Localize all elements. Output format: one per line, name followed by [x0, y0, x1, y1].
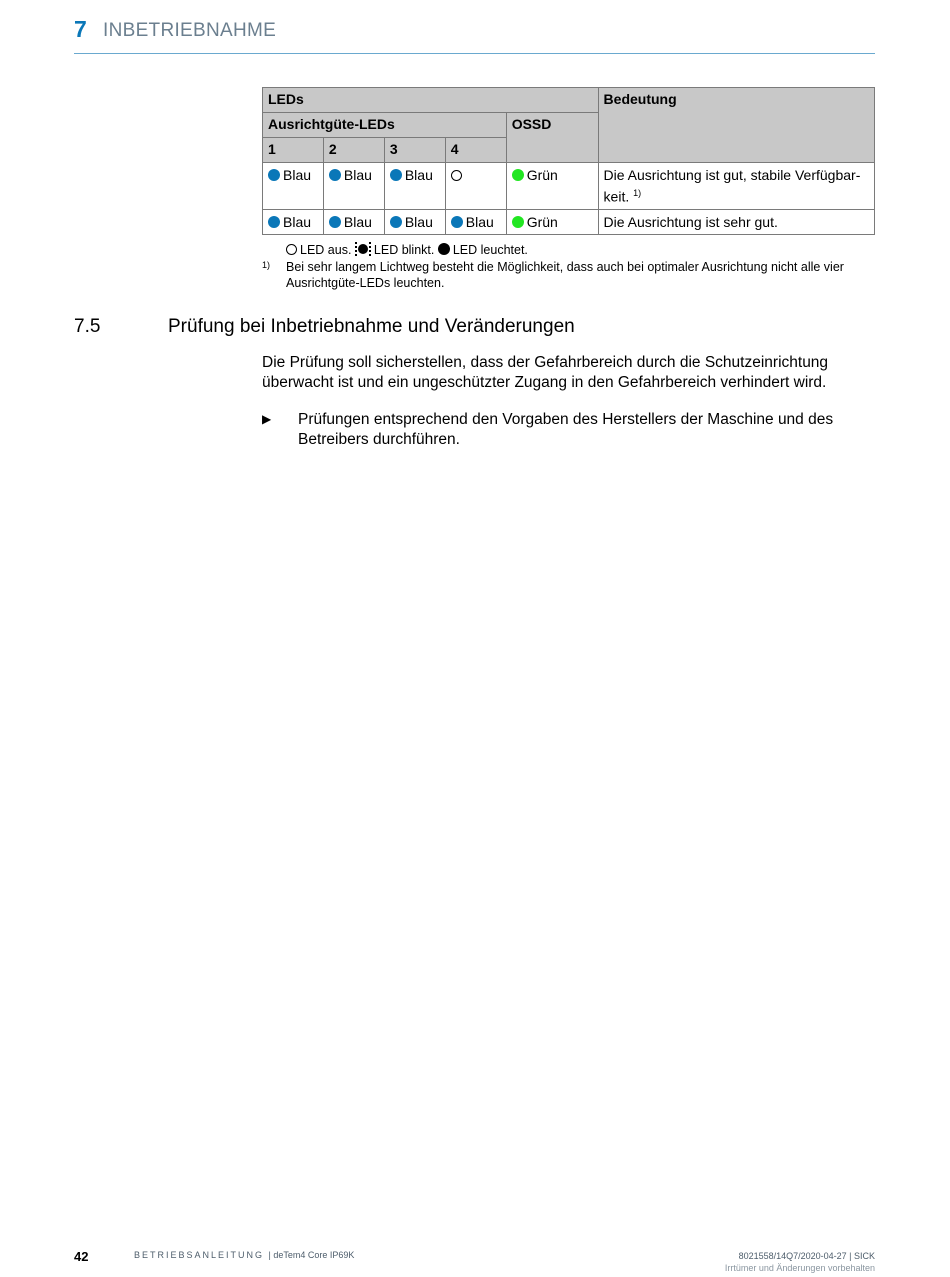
footnote-text: Bei sehr langem Lichtweg besteht die Möglichkeit, dass auch bei optimaler Ausrichtung nicht alle vier Ausrichtgüte-LEDs leuchten.	[286, 260, 844, 290]
led3-value: Blau	[404, 213, 433, 230]
meaning-text: Die Ausrichtung ist sehr gut.	[603, 213, 778, 230]
chapter-title: INBETRIEBNAHME	[103, 20, 277, 41]
led2-value: Blau	[343, 167, 372, 183]
led-legend	[286, 243, 528, 257]
header-col-4: 4	[445, 138, 506, 163]
blue-led-icon	[451, 216, 463, 228]
page-header	[74, 16, 875, 54]
header-col-2: 2	[323, 138, 384, 163]
meaning-text: Die Ausrichtung ist gut, stabile Verfügbar-keit.	[603, 167, 861, 205]
led-off-icon	[451, 170, 462, 181]
section-title: Prüfung bei Inbetriebnahme und Veränderungen	[168, 316, 575, 337]
ossd-value: Grün	[526, 167, 558, 183]
green-led-icon	[512, 216, 524, 228]
table-row	[263, 209, 875, 234]
led4-value: Blau	[465, 213, 494, 230]
header-alignment-leds: Ausrichtgüte-LEDs	[263, 113, 507, 138]
header-col-1: 1	[263, 138, 324, 163]
footer-doc-type: BETRIEBSANLEITUNG	[134, 1250, 265, 1260]
blue-led-icon	[329, 169, 341, 181]
header-meaning: Bedeutung	[598, 88, 874, 163]
footer-disclaimer: Irrtümer und Änderungen vorbehalten	[724, 1263, 875, 1273]
triangle-bullet-icon: ▶	[262, 412, 272, 426]
table-row	[263, 163, 875, 210]
footnote-ref: 1)	[633, 188, 642, 198]
footer-doc-id: 8021558/14Q7/2020-04-27 | SICK	[738, 1251, 875, 1261]
green-led-icon	[512, 169, 524, 181]
led2-value: Blau	[343, 213, 372, 230]
page-number: 42	[74, 1249, 89, 1264]
led3-value: Blau	[404, 167, 433, 183]
led-blink-icon	[355, 243, 371, 255]
chapter-number: 7	[74, 16, 87, 42]
blue-led-icon	[268, 216, 280, 228]
ossd-value: Grün	[526, 213, 558, 230]
legend-off: LED aus.	[300, 243, 352, 257]
led1-value: Blau	[283, 167, 312, 183]
instruction-step: Prüfungen entsprechend den Vorgaben des Herstellers der Maschine und des Betreibers durchführen.	[298, 411, 834, 448]
blue-led-icon	[329, 216, 341, 228]
footnote-mark: 1)	[262, 260, 271, 270]
header-col-3: 3	[384, 138, 445, 163]
led1-value: Blau	[283, 213, 312, 230]
led-status-table	[262, 87, 875, 235]
blue-led-icon	[268, 169, 280, 181]
footer-product: | deTem4 Core IP69K	[268, 1250, 355, 1260]
header-ossd: OSSD	[506, 113, 598, 163]
header-leds: LEDs	[263, 88, 599, 113]
blue-led-icon	[390, 169, 402, 181]
blue-led-icon	[390, 216, 402, 228]
legend-on: LED leuchtet.	[452, 243, 528, 257]
footer-doc-info	[134, 1250, 354, 1260]
led-off-icon	[286, 244, 297, 255]
legend-blink: LED blinkt.	[373, 243, 435, 257]
section-paragraph: Die Prüfung soll sicherstellen, dass der Gefahrbereich durch die Schutzeinrichtung überwacht ist und ein ungeschützter Zugang in den Gefahrbereich verhindert wird.	[262, 354, 829, 391]
section-number: 7.5	[74, 316, 101, 337]
footer-right	[725, 1250, 875, 1274]
led-on-icon	[438, 243, 450, 255]
